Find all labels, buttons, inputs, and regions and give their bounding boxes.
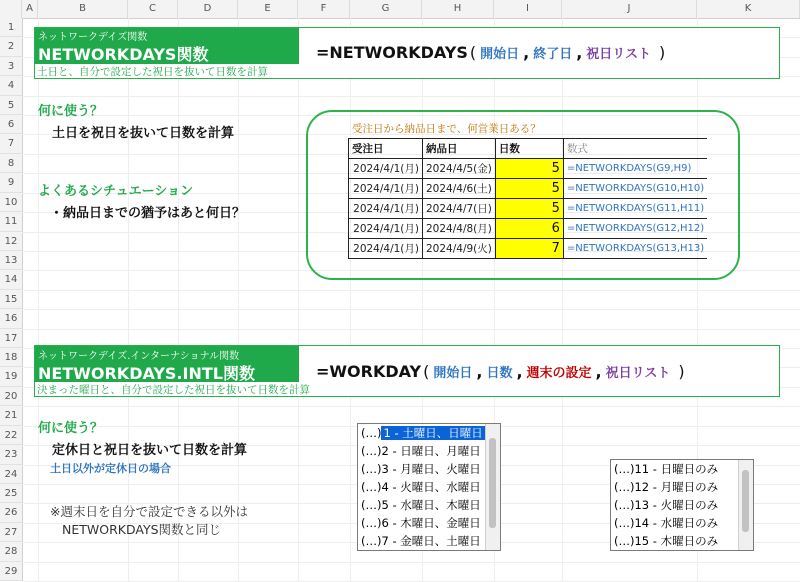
list-item-label: 5 - 水曜日、木曜日 bbox=[381, 498, 481, 512]
row-header[interactable]: 8 bbox=[0, 154, 22, 173]
section2-description: 決まった曜日と、自分で設定した祝日を抜いて日数を計算 bbox=[37, 384, 310, 396]
example-table bbox=[348, 138, 707, 259]
grid-line bbox=[22, 96, 800, 97]
select-all-corner[interactable] bbox=[0, 0, 22, 18]
cell-delivery-date[interactable]: 2024/4/5(金) bbox=[423, 159, 496, 179]
grid-line bbox=[128, 18, 129, 581]
formula-function-name: =WORKDAY bbox=[316, 362, 422, 381]
row-header[interactable]: 17 bbox=[0, 329, 22, 348]
cell-delivery-date[interactable]: 2024/4/7(日) bbox=[423, 199, 496, 219]
list-item-prefix: (…) bbox=[361, 516, 382, 530]
column-header-k[interactable]: K bbox=[697, 0, 800, 18]
list-item-prefix: (…) bbox=[361, 444, 382, 458]
table-row bbox=[349, 179, 708, 199]
column-header-h[interactable]: H bbox=[422, 0, 494, 18]
list-item-label: 4 - 火曜日、水曜日 bbox=[381, 480, 481, 494]
column-header-b[interactable]: B bbox=[38, 0, 128, 18]
formula-arg-end: 終了日 bbox=[533, 47, 573, 62]
table-row bbox=[349, 219, 708, 239]
list-item-label: 13 - 火曜日のみ bbox=[634, 498, 719, 512]
section2-subtitle: ネットワークデイズ.インターナショナル関数 bbox=[38, 351, 240, 362]
section2-title: NETWORKDAYS.INTL関数 bbox=[38, 364, 255, 383]
cell-order-date[interactable]: 2024/4/1(月) bbox=[349, 239, 423, 259]
row-header[interactable]: 4 bbox=[0, 76, 22, 95]
formula-paren-open: ( bbox=[469, 43, 477, 62]
list-item[interactable] bbox=[611, 496, 753, 514]
list-item[interactable] bbox=[358, 532, 500, 550]
row-header[interactable]: 13 bbox=[0, 251, 22, 270]
column-header-bar bbox=[0, 0, 800, 19]
list-item-prefix: (…) bbox=[361, 480, 382, 494]
cell-order-date[interactable]: 2024/4/1(月) bbox=[349, 199, 423, 219]
column-header-c[interactable]: C bbox=[128, 0, 178, 18]
header-days[interactable]: 日数 bbox=[495, 139, 563, 159]
row-header[interactable]: 27 bbox=[0, 523, 22, 542]
list-item-prefix: (…) bbox=[614, 498, 635, 512]
row-header[interactable]: 26 bbox=[0, 503, 22, 522]
formula-arg-holidays: 祝日リスト bbox=[586, 47, 652, 62]
section1-situation-text: ・納品日までの猶予はあと何日？ bbox=[50, 206, 246, 221]
list-item[interactable] bbox=[358, 460, 500, 478]
formula-comma: , bbox=[595, 362, 602, 381]
section2-note-line2: NETWORKDAYS関数と同じ bbox=[62, 522, 222, 537]
row-header[interactable]: 20 bbox=[0, 387, 22, 406]
grid-line bbox=[178, 18, 179, 581]
formula-arg-start: 開始日 bbox=[480, 47, 520, 62]
list-item-prefix: (…) bbox=[361, 498, 382, 512]
cell-days[interactable]: 6 bbox=[495, 219, 563, 239]
row-header[interactable]: 1 bbox=[0, 18, 22, 37]
section1-description: 土日と、自分で設定した祝日を抜いて日数を計算 bbox=[37, 66, 268, 78]
list-item-prefix: (…) bbox=[614, 462, 635, 476]
section1-formula-syntax bbox=[316, 43, 665, 62]
list-scrollbar[interactable] bbox=[485, 424, 500, 550]
list-item[interactable] bbox=[358, 424, 500, 442]
row-header[interactable]: 21 bbox=[0, 406, 22, 425]
grid-line bbox=[22, 562, 800, 563]
list-item-prefix: (…) bbox=[361, 462, 382, 476]
row-header[interactable]: 3 bbox=[0, 57, 22, 76]
column-header-i[interactable]: I bbox=[494, 0, 562, 18]
formula-paren-close: ) bbox=[678, 362, 685, 381]
row-header[interactable]: 16 bbox=[0, 309, 22, 328]
list-item-label: 2 - 日曜日、月曜日 bbox=[381, 444, 481, 458]
row-header[interactable]: 29 bbox=[0, 562, 22, 581]
row-header[interactable]: 19 bbox=[0, 367, 22, 386]
list-item-prefix: (…) bbox=[361, 534, 382, 548]
column-header-a[interactable]: A bbox=[22, 0, 38, 18]
section1-what-question: 何に使う？ bbox=[38, 104, 104, 119]
list-item-label: 12 - 月曜日のみ bbox=[634, 480, 719, 494]
row-header-bar bbox=[0, 18, 23, 581]
cell-days[interactable]: 5 bbox=[495, 199, 563, 219]
row-header[interactable]: 12 bbox=[0, 232, 22, 251]
list-item-label: 3 - 月曜日、火曜日 bbox=[381, 462, 481, 476]
single-day-options-list[interactable] bbox=[610, 459, 754, 551]
cell-formula[interactable]: =NETWORKDAYS(G13,H13) bbox=[563, 239, 707, 259]
header-formula[interactable]: 数式 bbox=[563, 139, 707, 159]
row-header[interactable]: 28 bbox=[0, 542, 22, 561]
section1-title: NETWORKDAYS関数 bbox=[38, 45, 209, 64]
table-row bbox=[349, 239, 708, 259]
list-item-prefix: (…) bbox=[614, 516, 635, 530]
row-header[interactable]: 7 bbox=[0, 134, 22, 153]
list-item-label: 15 - 木曜日のみ bbox=[634, 534, 719, 548]
grid-line bbox=[562, 18, 563, 581]
row-header[interactable]: 5 bbox=[0, 96, 22, 115]
list-item[interactable] bbox=[358, 442, 500, 460]
cell-order-date[interactable]: 2024/4/1(月) bbox=[349, 219, 423, 239]
table-row bbox=[349, 159, 708, 179]
formula-arg-holidays: 祝日リスト bbox=[605, 366, 671, 381]
row-header[interactable]: 2 bbox=[0, 37, 22, 56]
section2-formula-syntax bbox=[316, 362, 685, 381]
row-header[interactable]: 22 bbox=[0, 426, 22, 445]
row-header[interactable]: 23 bbox=[0, 445, 22, 464]
header-delivery-date[interactable]: 納品日 bbox=[423, 139, 496, 159]
formula-paren-open: ( bbox=[423, 362, 430, 381]
grid-line bbox=[22, 329, 800, 330]
section1-what-answer: 土日を祝日を抜いて日数を計算 bbox=[52, 126, 235, 141]
header-order-date[interactable]: 受注日 bbox=[349, 139, 423, 159]
list-item-prefix: (…) bbox=[361, 426, 382, 440]
cell-formula[interactable]: =NETWORKDAYS(G12,H12) bbox=[563, 219, 707, 239]
row-header[interactable]: 25 bbox=[0, 484, 22, 503]
column-header-f[interactable]: F bbox=[298, 0, 350, 18]
section1-subtitle: ネットワークデイズ関数 bbox=[38, 32, 148, 43]
row-header[interactable]: 24 bbox=[0, 465, 22, 484]
row-header[interactable]: 11 bbox=[0, 212, 22, 231]
formula-paren-close: ) bbox=[659, 43, 666, 62]
formula-arg-start: 開始日 bbox=[433, 366, 473, 381]
cell-delivery-date[interactable]: 2024/4/9(火) bbox=[423, 239, 496, 259]
column-header-d[interactable]: D bbox=[178, 0, 238, 18]
cell-formula[interactable]: =NETWORKDAYS(G9,H9) bbox=[563, 159, 707, 179]
list-item[interactable] bbox=[611, 478, 753, 496]
row-header[interactable]: 14 bbox=[0, 270, 22, 289]
grid-line bbox=[238, 18, 239, 581]
list-item[interactable] bbox=[611, 532, 753, 550]
list-item[interactable] bbox=[358, 496, 500, 514]
list-item-prefix: (…) bbox=[614, 480, 635, 494]
cell-order-date[interactable]: 2024/4/1(月) bbox=[349, 159, 423, 179]
list-item-label: 14 - 水曜日のみ bbox=[634, 516, 719, 530]
row-header[interactable]: 18 bbox=[0, 348, 22, 367]
section2-what-note: 土日以外が定休日の場合 bbox=[50, 462, 171, 475]
formula-function-name: =NETWORKDAYS bbox=[316, 43, 468, 62]
cell-delivery-date[interactable]: 2024/4/8(月) bbox=[423, 219, 496, 239]
section1-situation-heading: よくあるシチュエーション bbox=[38, 184, 194, 199]
list-item[interactable] bbox=[358, 514, 500, 532]
formula-comma: , bbox=[516, 362, 523, 381]
section2-note-line1: ※週末日を自分で設定できる以外は bbox=[50, 504, 248, 519]
grid-line bbox=[22, 309, 800, 310]
grid-line bbox=[298, 18, 299, 581]
scrollbar-thumb[interactable] bbox=[742, 470, 749, 532]
column-header-g[interactable]: G bbox=[350, 0, 422, 18]
column-header-e[interactable]: E bbox=[238, 0, 298, 18]
section2-what-question: 何に使う？ bbox=[38, 421, 104, 436]
row-header[interactable]: 9 bbox=[0, 173, 22, 192]
formula-comma: , bbox=[523, 43, 530, 62]
row-header[interactable]: 10 bbox=[0, 193, 22, 212]
cell-days[interactable]: 5 bbox=[495, 159, 563, 179]
cell-days[interactable]: 7 bbox=[495, 239, 563, 259]
grid-line bbox=[22, 406, 800, 407]
cell-formula[interactable]: =NETWORKDAYS(G11,H11) bbox=[563, 199, 707, 219]
weekend-options-list[interactable] bbox=[357, 423, 501, 551]
list-item-label: 6 - 木曜日、金曜日 bbox=[381, 516, 481, 530]
list-item[interactable] bbox=[611, 460, 753, 478]
formula-comma: , bbox=[476, 362, 483, 381]
row-header[interactable]: 6 bbox=[0, 115, 22, 134]
list-scrollbar[interactable] bbox=[738, 460, 753, 550]
cell-order-date[interactable]: 2024/4/1(月) bbox=[349, 179, 423, 199]
column-header-j[interactable]: J bbox=[562, 0, 697, 18]
cell-days[interactable]: 5 bbox=[495, 179, 563, 199]
grid-line bbox=[22, 290, 800, 291]
cell-formula[interactable]: =NETWORKDAYS(G10,H10) bbox=[563, 179, 707, 199]
example-caption: 受注日から納品日まで、何営業日ある？ bbox=[352, 123, 541, 135]
formula-arg-weekend: 週末の設定 bbox=[526, 366, 592, 381]
row-header[interactable]: 15 bbox=[0, 290, 22, 309]
table-header-row bbox=[349, 139, 708, 159]
list-item-prefix: (…) bbox=[614, 534, 635, 548]
table-row bbox=[349, 199, 708, 219]
list-item[interactable] bbox=[358, 478, 500, 496]
scrollbar-thumb[interactable] bbox=[489, 438, 496, 528]
list-item-label: 7 - 金曜日、土曜日 bbox=[381, 534, 481, 548]
list-item-label: 11 - 日曜日のみ bbox=[634, 462, 719, 476]
section2-what-answer: 定休日と祝日を抜いて日数を計算 bbox=[52, 443, 248, 458]
formula-comma: , bbox=[576, 43, 583, 62]
list-item[interactable] bbox=[611, 514, 753, 532]
grid-line bbox=[350, 18, 351, 581]
list-item-label: 1 - 土曜日、日曜日 bbox=[383, 426, 483, 440]
formula-arg-days: 日数 bbox=[486, 366, 513, 381]
cell-delivery-date[interactable]: 2024/4/6(土) bbox=[423, 179, 496, 199]
